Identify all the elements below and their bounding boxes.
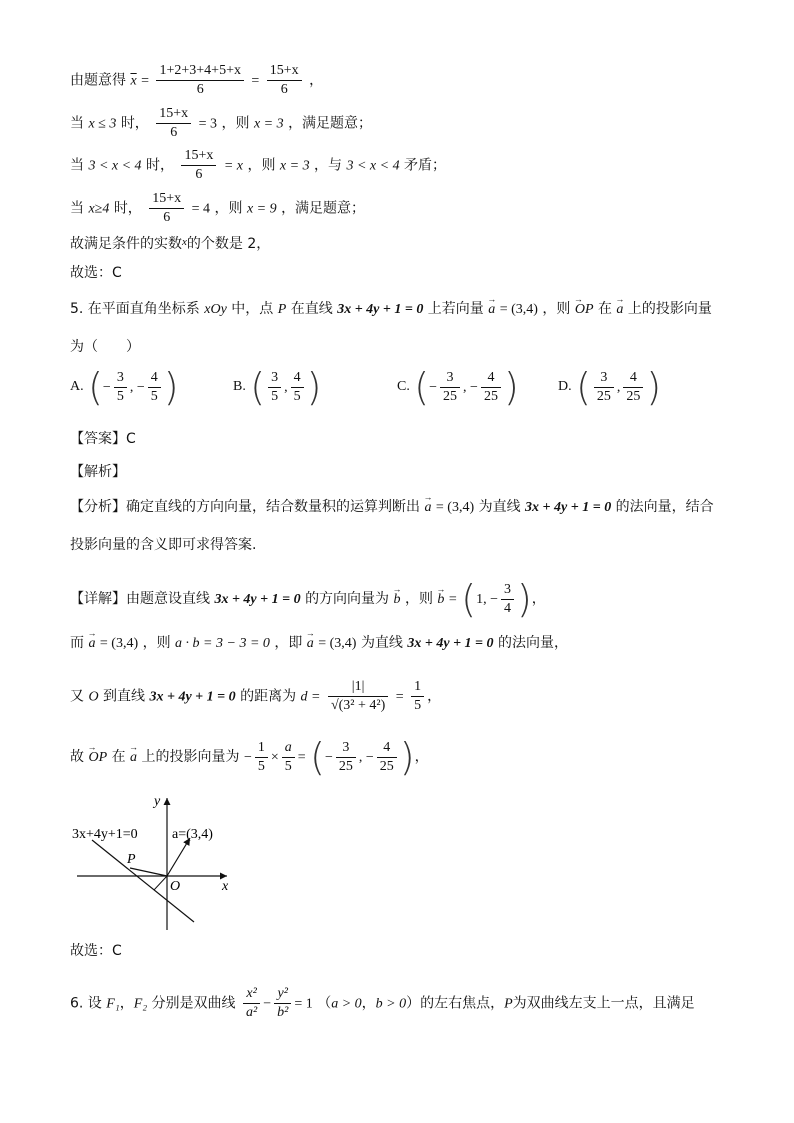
text: 当	[70, 157, 84, 174]
text: （	[317, 995, 332, 1012]
detail-line-4: 故 → OP 在 → a 上的投影向量为 − $\frac{1}{5}$ × $\frac{a}{5}$ = (− $\frac{3}{25}$ , − $\frac{4}{25}$ )，	[70, 738, 429, 776]
perpendicular-foot	[154, 876, 167, 890]
vector-b: → b	[394, 589, 401, 611]
text: 的法向量，结合	[615, 499, 714, 515]
condition: 3 < x < 4	[88, 158, 142, 174]
numerator: 3	[268, 369, 281, 388]
denominator: 5	[414, 698, 422, 713]
text: 故	[70, 749, 84, 765]
denominator: 25	[483, 388, 498, 404]
analysis-line	[70, 496, 714, 519]
text: 在	[597, 301, 612, 317]
denominator: b²	[277, 1005, 289, 1020]
option-c[interactable]: C. (− $\frac{3}{25}$ , − $\frac{4}{25}$ )	[397, 365, 519, 409]
numerator: x²	[243, 985, 260, 1004]
minus: −	[243, 750, 252, 765]
denominator: 5	[116, 388, 124, 404]
numerator: 15+x	[267, 62, 302, 81]
question-5-cont: 为（ ）	[70, 339, 140, 355]
equals: =	[297, 750, 306, 765]
text: 为直线	[360, 635, 403, 651]
condition: a > 0	[331, 996, 362, 1012]
text: ，	[427, 688, 442, 705]
text: 时，	[120, 115, 149, 132]
text: ，则	[404, 591, 433, 607]
analysis-line-2: 投影向量的含义即可求得答案.	[70, 537, 257, 553]
option-label: A.	[70, 379, 84, 394]
numerator: 4	[148, 369, 161, 388]
origin: O	[88, 689, 99, 705]
denominator: 6	[195, 167, 203, 182]
vector-b: → b	[437, 589, 444, 611]
result: x = 3	[279, 158, 310, 174]
text: ，	[309, 72, 324, 89]
numerator: a	[282, 739, 295, 758]
text: ，则	[542, 301, 571, 317]
text: 的个数是 2，	[186, 236, 271, 252]
line-case-1	[70, 105, 372, 142]
answer: 【答案】C	[70, 431, 136, 447]
text: ，	[531, 591, 546, 607]
denominator: 6	[280, 82, 288, 97]
minus: −	[263, 996, 272, 1012]
text: 矛盾；	[404, 157, 447, 174]
detail-line-3	[70, 678, 441, 715]
component: 1, −	[476, 592, 498, 607]
line-equation: 3x + 4y + 1 = 0	[214, 592, 301, 607]
equals: = 1	[294, 996, 313, 1012]
distance: d =	[300, 689, 321, 705]
numerator: 3	[114, 369, 127, 388]
denominator: 5	[150, 388, 158, 404]
numerator: 3	[594, 369, 614, 388]
text: 而	[70, 635, 84, 651]
question-5	[70, 298, 712, 321]
coordinate-system: xOy	[204, 302, 227, 317]
text: ，	[414, 749, 429, 765]
fraction	[156, 105, 191, 142]
denominator: 25	[596, 388, 611, 404]
denominator: 5	[271, 388, 279, 404]
text: 6. 设	[70, 995, 102, 1012]
vector-op: → OP	[575, 299, 594, 321]
numerator: 1+2+3+4+5+x	[156, 62, 243, 81]
text: 当	[70, 200, 84, 217]
vector-a: → a	[488, 299, 495, 321]
vector-label: a=(3,4)	[172, 827, 213, 842]
vector-a: → a	[88, 633, 95, 655]
detail-line-1: 【详解】由题意设直线 3x + 4y + 1 = 0 的方向向量为 → b ，则 → b = (1, − $\frac{3}{4}$ )，	[70, 580, 546, 618]
text: ，则	[247, 157, 276, 174]
result: x = 9	[246, 201, 277, 217]
point-p-label: P	[127, 852, 136, 867]
vector-a: → a	[130, 747, 137, 769]
numerator: 15+x	[181, 147, 216, 166]
fraction	[267, 62, 302, 99]
condition: x≥4	[88, 201, 110, 217]
vector-a: → a	[307, 633, 314, 655]
text: 为直线	[478, 499, 521, 515]
equals: =	[141, 73, 150, 89]
question-6	[70, 985, 695, 1022]
text: ，与	[314, 157, 343, 174]
vector-value: = (3,4)	[318, 636, 357, 651]
text: ）的左右焦点，	[406, 995, 505, 1012]
focus-f2: F₂	[133, 996, 148, 1012]
denominator: 5	[257, 758, 265, 774]
numerator: 4	[291, 369, 304, 388]
numerator: 4	[623, 369, 643, 388]
y-axis-label: y	[154, 794, 161, 809]
fraction	[149, 190, 184, 227]
option-b[interactable]: B. ( $\frac{3}{5}$ , $\frac{4}{5}$ )	[233, 365, 322, 409]
vector-value: = (3,4)	[435, 500, 475, 515]
numerator: 15+x	[156, 105, 191, 124]
denominator: 25	[443, 388, 458, 404]
denominator: 25	[379, 758, 394, 774]
denominator: 4	[503, 600, 511, 616]
text: 上若向量	[427, 301, 484, 317]
condition: x ≤ 3	[88, 116, 117, 132]
line-label: 3x+4y+1=0	[72, 827, 138, 842]
numerator: 15+x	[149, 190, 184, 209]
line-case-3	[70, 190, 365, 227]
fraction	[156, 62, 243, 99]
point-p: P	[277, 302, 287, 317]
denominator: 5	[293, 388, 301, 404]
line-equation: 3x + 4y + 1 = 0	[337, 302, 424, 317]
denominator: 25	[626, 388, 641, 404]
condition: 3 < x < 4	[346, 158, 400, 174]
text: 的距离为	[240, 688, 297, 705]
line-case-2	[70, 147, 446, 184]
times: ×	[270, 750, 279, 765]
option-label: D.	[558, 379, 572, 394]
analysis-heading: 【解析】	[70, 464, 126, 480]
vector-a-arrow	[167, 838, 190, 876]
denominator: 25	[338, 758, 353, 774]
equals: =	[395, 689, 404, 705]
numerator: 1	[411, 678, 424, 697]
line-equation: 3x + 4y + 1 = 0	[407, 636, 494, 651]
line-mean-definition: 由题意得 $\overline{x}$ = $\frac{1+2+3+4+5+x}{6}$ = $\frac{15+x}{6}$ ，	[70, 63, 324, 97]
fraction	[181, 147, 216, 184]
text: ，则	[142, 635, 171, 651]
denominator: √(3² + 4²)	[330, 698, 386, 713]
text: ，	[119, 995, 134, 1012]
vector-a: → a	[616, 299, 623, 321]
vector-value: = (3,4)	[499, 302, 538, 317]
option-d[interactable]: D. ( $\frac{3}{25}$ , $\frac{4}{25}$ )	[558, 365, 662, 409]
text: 【详解】由题意设直线	[70, 591, 210, 607]
numerator: 4	[377, 739, 397, 758]
text: 到直线	[103, 688, 146, 705]
text: 由题意得	[70, 72, 126, 89]
equation: = x	[223, 158, 243, 174]
line-conclusion	[70, 231, 270, 255]
text: 在	[111, 749, 126, 765]
equals: =	[448, 592, 457, 607]
choice-line-5: 故选：C	[70, 943, 122, 959]
text: 中，点	[231, 301, 274, 317]
line-equation: 3x + 4y + 1 = 0	[149, 689, 236, 705]
choice-line-4: 故选：C	[70, 265, 122, 281]
text: 故满足条件的实数	[70, 236, 182, 252]
denominator: a²	[246, 1005, 258, 1020]
text: ，满足题意；	[281, 200, 366, 217]
denominator: 6	[163, 210, 171, 225]
condition: b > 0	[375, 996, 407, 1012]
vector-value: = (3,4)	[99, 636, 139, 651]
text: 【分析】确定直线的方向向量，结合数量积的运算判断出	[70, 499, 420, 515]
numerator: |1|	[328, 678, 388, 697]
text: 时，	[113, 200, 142, 217]
text: 上的投影向量为	[141, 749, 240, 765]
text: ，满足题意；	[288, 115, 373, 132]
x-axis-label: x	[222, 879, 229, 894]
text: 为双曲线左支上一点，且满足	[512, 995, 695, 1012]
numerator: 3	[440, 369, 460, 388]
point-p: P	[504, 996, 513, 1012]
text: 在直线	[290, 301, 333, 317]
focus-f1: F₁	[106, 996, 120, 1012]
text: ，则	[214, 200, 243, 217]
dot-product: a · b = 3 − 3 = 0	[175, 636, 270, 651]
numerator: 1	[255, 739, 268, 758]
origin-label: O	[170, 879, 181, 894]
variable: x	[182, 236, 187, 248]
numerator: 4	[481, 369, 501, 388]
text: 的方向向量为	[305, 591, 390, 607]
option-label: B.	[233, 379, 246, 394]
text: 上的投影向量	[627, 301, 712, 317]
line-equation: 3x + 4y + 1 = 0	[525, 500, 612, 515]
text: 又	[70, 688, 84, 705]
denominator: 5	[284, 758, 292, 774]
denominator: 6	[170, 125, 178, 140]
option-label: C.	[397, 379, 410, 394]
text: 5. 在平面直角坐标系	[70, 301, 200, 317]
numerator: 3	[336, 739, 356, 758]
option-a[interactable]: A. (− $\frac{3}{5}$ , − $\frac{4}{5}$ )	[70, 365, 179, 409]
equation: = 3	[198, 116, 218, 132]
vector-op: → OP	[88, 747, 107, 769]
x-bar: $\overline{x}$	[130, 73, 137, 89]
text: 的法向量，	[498, 635, 568, 651]
vector-a: → a	[424, 497, 431, 519]
text: ，则	[221, 115, 250, 132]
denominator: 6	[196, 82, 204, 97]
result: x = 3	[253, 116, 284, 132]
equation: = 4	[191, 201, 211, 217]
projection-figure	[72, 790, 242, 930]
detail-line-2	[70, 632, 568, 655]
text: 当	[70, 115, 84, 132]
numerator: 3	[501, 581, 514, 600]
text: ，	[361, 995, 376, 1012]
text: ，即	[274, 635, 303, 651]
text: 时，	[146, 157, 175, 174]
numerator: y²	[274, 985, 291, 1004]
text: 分别是双曲线	[151, 995, 236, 1012]
